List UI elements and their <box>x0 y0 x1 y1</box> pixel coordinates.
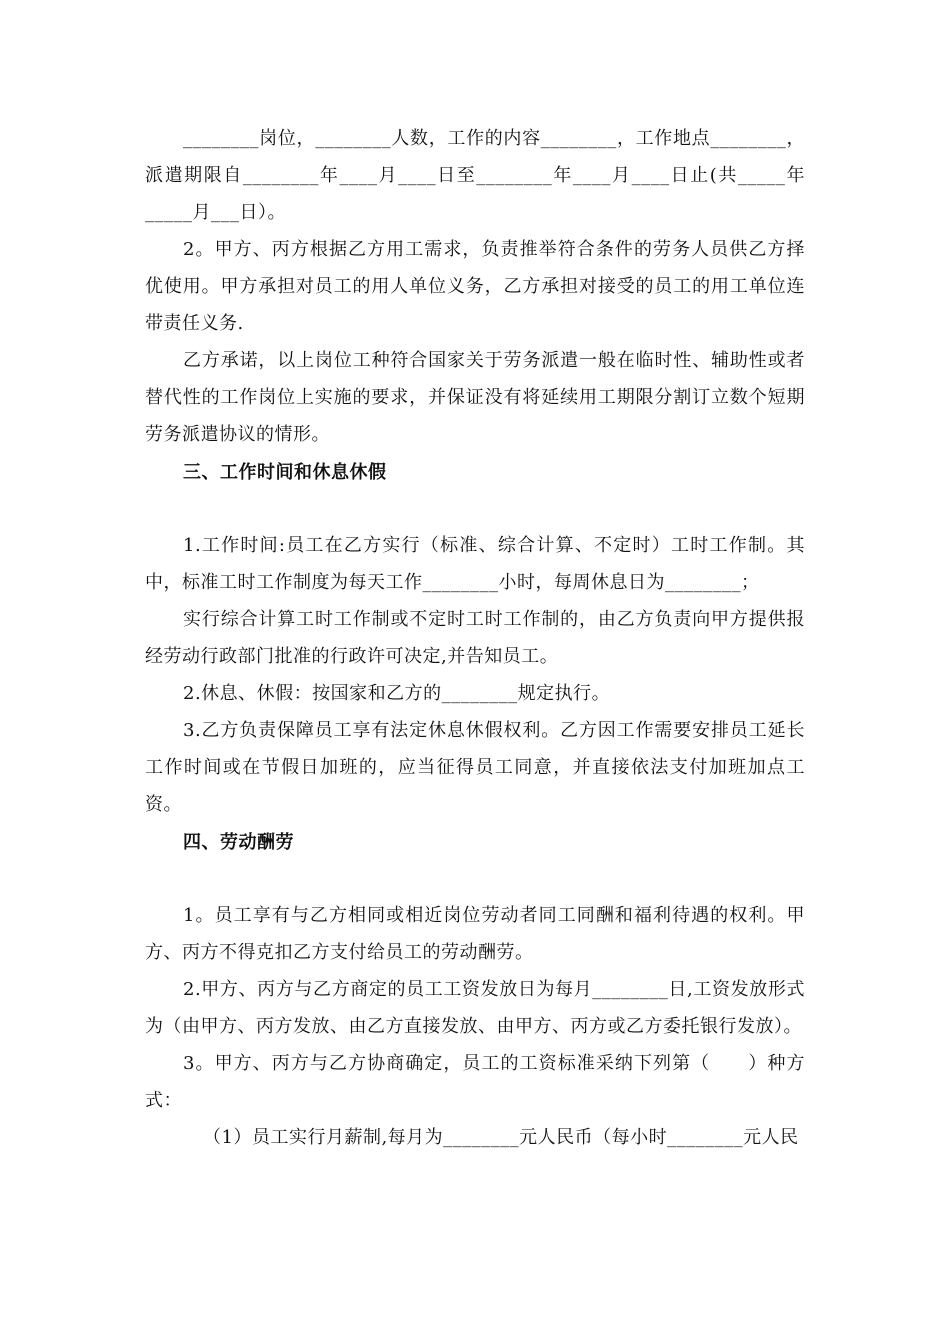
work-time-paragraph: 1.工作时间:员工在乙方实行（标准、综合计算、不定时）工时工作制。其中，标准工时工作制度为每天工作________小时，每周休息日为________； <box>145 535 805 593</box>
promise-paragraph: 乙方承诺，以上岗位工种符合国家关于劳务派遣一般在临时性、辅助性或者替代性的工作岗位上实施的要求，并保证没有将延续用工期限分割订立数个短期劳务派遣协议的情形。 <box>145 350 805 445</box>
section2-tail <box>145 120 805 453</box>
clause-2-paragraph: 2。甲方、丙方根据乙方用工需求，负责推举符合条件的劳务人员供乙方择优使用。甲方承担对员工的用人单位义务，乙方承担对接受的员工的用工单位连带责任义务. <box>145 239 805 334</box>
equal-pay-paragraph: 1。员工享有与乙方相同或相近岗位劳动者同工同酬和福利待遇的权利。甲方、丙方不得克扣乙方支付给员工的劳动酬劳。 <box>145 905 805 963</box>
section4-heading: 四、劳动酬劳 <box>183 832 294 853</box>
monthly-salary-paragraph: （1）员工实行月薪制,每月为________元人民币（每小时________元人民 <box>203 1127 799 1148</box>
section3-heading: 三、工作时间和休息休假 <box>183 462 387 483</box>
section3-body <box>145 527 805 823</box>
pay-date-paragraph: 2.甲方、丙方与乙方商定的员工工资发放日为每月________日,工资发放形式为（由甲方、丙方发放、由乙方直接发放、由甲方、丙方或乙方委托银行发放）。 <box>145 979 805 1037</box>
comprehensive-hours-paragraph: 实行综合计算工时工作制或不定时工时工作制的，由乙方负责向甲方提供报经劳动行政部门批准的行政许可决定,并告知员工。 <box>145 609 805 667</box>
post-details-paragraph: ________岗位，________人数，工作的内容________，工作地点________，派遣期限自________年____月____日至________年____月____日止(共_____年_____月___日）。 <box>145 128 805 223</box>
section4-body <box>145 897 805 1156</box>
wage-standard-paragraph: 3。甲方、丙方与乙方协商确定，员工的工资标准采纳下列第（ ）种方式： <box>145 1053 805 1111</box>
overtime-paragraph: 3.乙方负责保障员工享有法定休息休假权利。乙方因工作需要安排员工延长工作时间或在节假日加班的，应当征得员工同意，并直接依法支付加班加点工资。 <box>145 720 805 815</box>
rest-leave-paragraph: 2.休息、休假：按国家和乙方的________规定执行。 <box>183 683 611 704</box>
